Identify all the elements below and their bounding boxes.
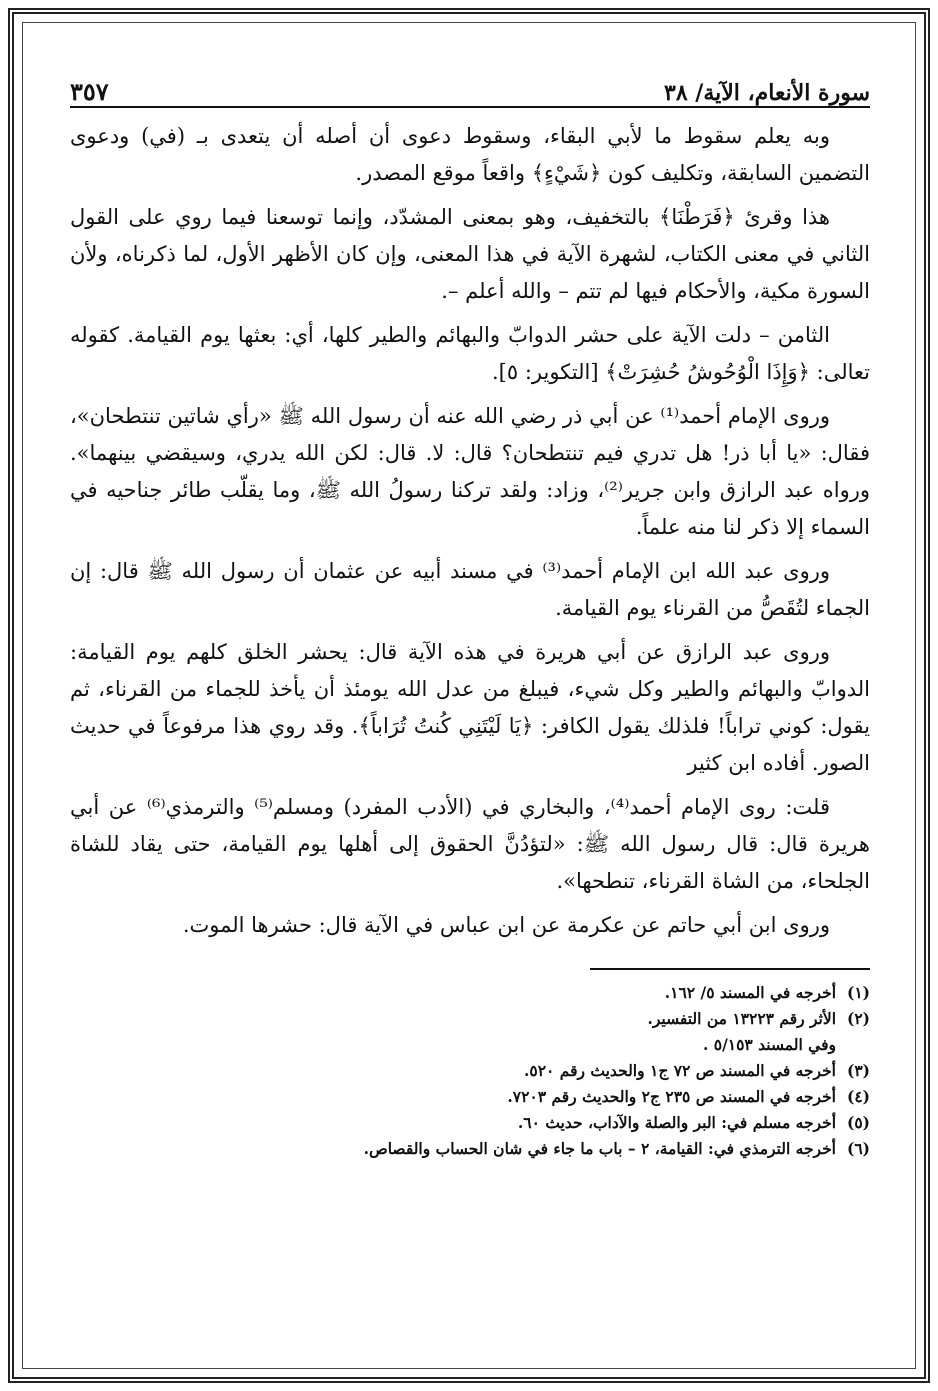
- body-text: [70, 118, 870, 944]
- footnote: [70, 980, 870, 1006]
- paragraph: قلت: روى الإمام أحمد⁽⁴⁾، والبخاري في (الأدب المفرد) ومسلم⁽⁵⁾ والترمذي⁽⁶⁾ عن أبي هريرة قال: قال رسول الله ﷺ: «لتؤدُنَّ الحقوق إلى أهلها يوم القيامة، حتى يقاد للشاة الجلحاء، من الشاة القرناء، تنطحها».: [70, 795, 870, 893]
- footnote: [70, 1006, 870, 1032]
- paragraph: وبه يعلم سقوط ما لأبي البقاء، وسقوط دعوى أن أصله أن يتعدى بـ (في) ودعوى التضمين السابقة، وتكليف كون ﴿شَيْءٍ﴾ واقعاً موقع المصدر.: [70, 124, 870, 185]
- paragraph: وروى عبد الرازق عن أبي هريرة في هذه الآية قال: يحشر الخلق كلهم يوم القيامة: الدوابّ والبهائم والطير وكل شيء، فيبلغ من عدل الله يومئذ أن يأخذ للجماء من القرناء، ثم يقول: كوني تراباً! فلذلك يقول الكافر: ﴿يَا لَيْتَنِي كُنتُ تُرَاباً﴾. وقد روي هذا مرفوعاً في حديث الصور. أفاده ابن كثير: [70, 640, 870, 775]
- footnote-number: (٢): [846, 1009, 870, 1028]
- paragraph: وروى ابن أبي حاتم عن عكرمة عن ابن عباس في الآية قال: حشرها الموت.: [182, 913, 830, 937]
- footnote-text: وفي المسند ٥/١٥٣ .: [702, 1035, 836, 1054]
- footnotes: [70, 980, 870, 1162]
- footnote-text: الأثر رقم ١٣٢٢٣ من التفسير.: [647, 1009, 836, 1028]
- footnote-text: أخرجه في المسند ص ٧٢ ج١ والحديث رقم ٥٢٠.: [524, 1061, 836, 1080]
- footnote-text: أخرجه في المسند ٥/ ١٦٢.: [664, 983, 836, 1002]
- footnote: [70, 1136, 870, 1162]
- footnote-text: أخرجه مسلم في: البر والصلة والآداب، حديث ٦٠.: [517, 1113, 836, 1132]
- book-page: [70, 60, 870, 1340]
- footnote: [70, 1058, 870, 1084]
- footnote-number: (٣): [846, 1061, 870, 1080]
- paragraph: الثامن – دلت الآية على حشر الدوابّ والبهائم والطير كلها، أي: بعثها يوم القيامة. كقوله تعالى: ﴿وَإِذَا الْوُحُوشُ حُشِرَتْ﴾ [التكوير: ٥].: [70, 323, 870, 384]
- footnote-number: (٤): [846, 1087, 870, 1106]
- footnote: [70, 1084, 870, 1110]
- footnote-number: (١): [846, 983, 870, 1002]
- header-title: سورة الأنعام، الآية/ ٣٨: [664, 80, 870, 106]
- running-header: [70, 60, 870, 108]
- footnote-text: أخرجه الترمذي في: القيامة، ٢ – باب ما جاء في شان الحساب والقصاص.: [363, 1139, 836, 1158]
- footnote-text: أخرجه في المسند ص ٢٣٥ ج٢ والحديث رقم ٧٢٠٣.: [507, 1087, 836, 1106]
- footnote-number: (٦): [846, 1139, 870, 1158]
- page-number: ٣٥٧: [70, 77, 109, 106]
- footnote: [70, 1032, 870, 1058]
- footnote-number: (٥): [846, 1113, 870, 1132]
- paragraph: وروى عبد الله ابن الإمام أحمد⁽³⁾ في مسند أبيه عن عثمان أن رسول الله ﷺ قال: إن الجماء لتُقَصُّ من القرناء يوم القيامة.: [70, 559, 870, 620]
- paragraph: هذا وقرئ ﴿فَرَطْنَا﴾ بالتخفيف، وهو بمعنى المشدّد، وإنما توسعنا فيما روي على القول الثاني في معنى الكتاب، لشهرة الآية في هذا المعنى، وإن كان الأظهر الأول، لما ذكرناه، ولأن السورة مكية، والأحكام فيها لم تتم – والله أعلم –.: [70, 205, 870, 303]
- footnote: [70, 1110, 870, 1136]
- paragraph: وروى الإمام أحمد⁽¹⁾ عن أبي ذر رضي الله عنه أن رسول الله ﷺ «رأي شاتين تنتطحان»، فقال: «يا أبا ذر! هل تدري فيم تنتطحان؟ قال: لا. قال: لكن الله يدري، وسيقضي بينهما». ورواه عبد الرازق وابن جرير⁽²⁾، وزاد: ولقد تركنا رسولُ الله ﷺ، وما يقلّب طائر جناحيه في السماء إلا ذكر لنا منه علماً.: [70, 404, 870, 539]
- footnote-separator: [590, 968, 870, 970]
